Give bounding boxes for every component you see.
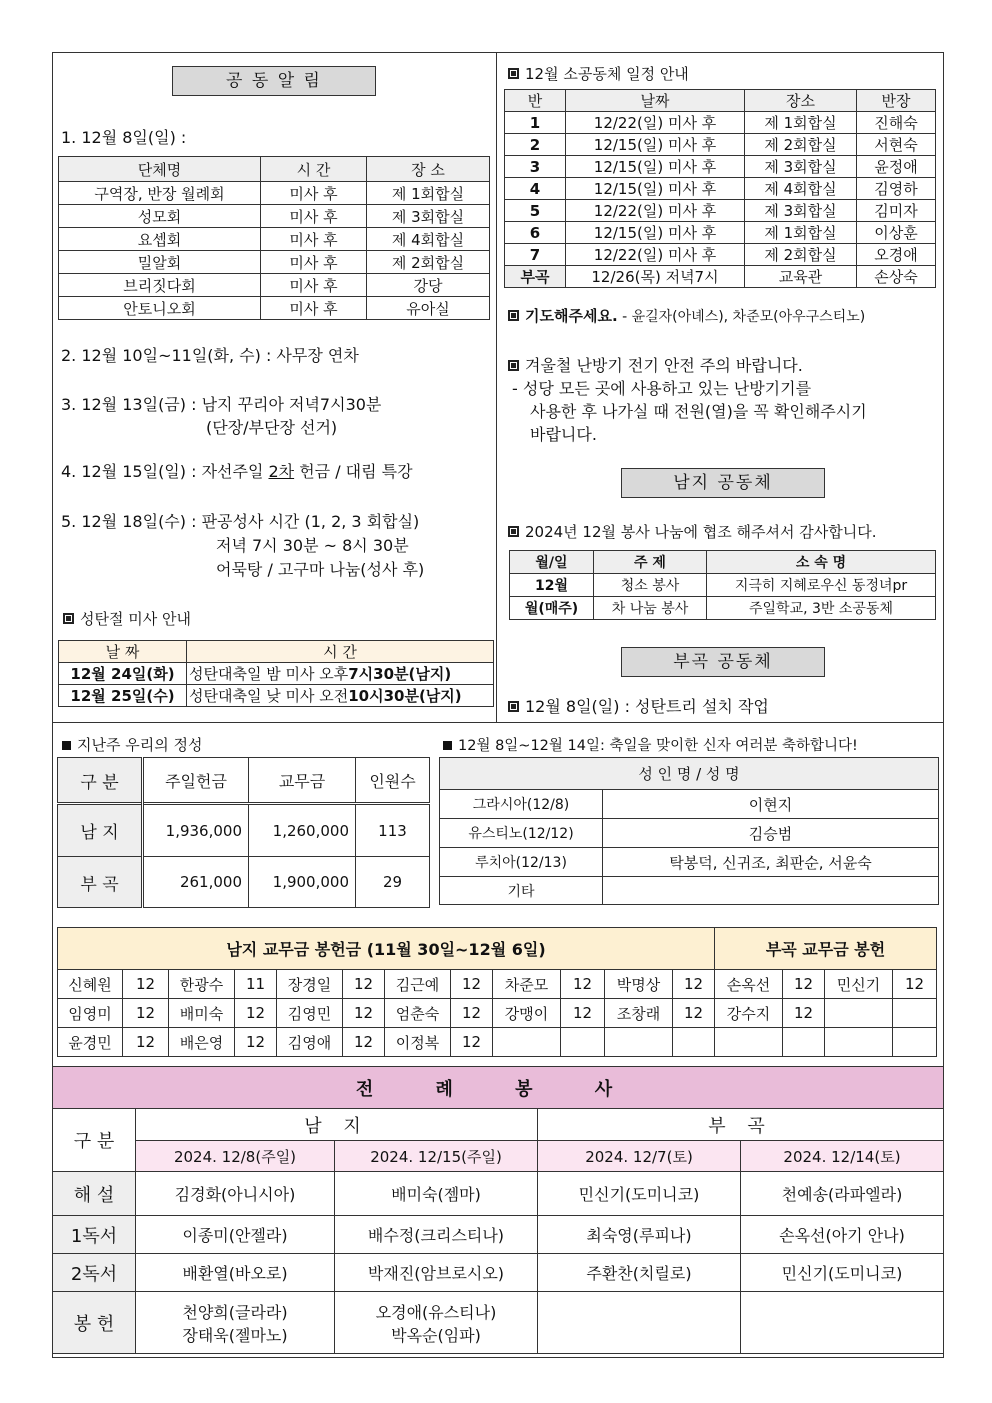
table-cell xyxy=(741,1292,944,1354)
table-cell: 제 2회합실 xyxy=(745,244,857,266)
namji-thanks xyxy=(508,521,876,542)
col-header: 주일헌금 xyxy=(143,758,249,804)
notice-item5-line1: 5. 12월 18일(수) : 판공성사 시간 (1, 2, 3 회합실) xyxy=(61,512,420,531)
table-cell: 12/15(일) 미사 후 xyxy=(566,156,745,178)
table-row xyxy=(59,251,490,274)
table-header-row xyxy=(505,90,936,112)
square-bullet-icon xyxy=(508,68,519,79)
table-cell: 이상훈 xyxy=(857,222,936,244)
table-cell: 12 xyxy=(343,970,385,999)
col-header: 시 간 xyxy=(187,641,494,663)
table-cell: 강당 xyxy=(367,274,490,297)
table-cell: 제 2회합실 xyxy=(367,251,490,274)
table-cell: 주일학교, 3반 소공동체 xyxy=(707,597,936,620)
table-cell: 이정복 xyxy=(385,1028,451,1057)
bugok-community-title: 부곡 공동체 xyxy=(621,647,825,677)
table-header-row xyxy=(440,758,939,790)
table-cell: 12 xyxy=(235,1028,277,1057)
table-cell: 제 2회합실 xyxy=(745,134,857,156)
table-cell: 제 1회합실 xyxy=(745,112,857,134)
table-cell: 7 xyxy=(505,244,566,266)
table-row xyxy=(53,1109,944,1141)
top-divider-vertical xyxy=(496,52,497,722)
table-cell: 배은영 xyxy=(169,1028,235,1057)
table-cell: 강수지 xyxy=(715,999,783,1028)
small-group-title: 12월 소공동체 일정 안내 xyxy=(525,65,689,83)
table-row xyxy=(440,790,939,819)
table-cell: 12 xyxy=(343,1028,385,1057)
square-bullet-icon xyxy=(508,360,519,371)
table-cell: 1 xyxy=(505,112,566,134)
table-cell: 12/15(일) 미사 후 xyxy=(566,222,745,244)
table-cell: 12 xyxy=(451,970,493,999)
col-header: 단체명 xyxy=(59,157,261,182)
notice-item4-underlined: 2차 xyxy=(268,462,295,481)
liturgy-col-label: 구 분 xyxy=(53,1109,136,1172)
table-header-row xyxy=(510,551,936,574)
table-cell: 제 4회합실 xyxy=(367,228,490,251)
table-cell: 1,260,000 xyxy=(249,804,356,857)
member-names: 이현지 xyxy=(603,790,939,819)
table-cell: 요셉회 xyxy=(59,228,261,251)
table-header-row xyxy=(58,758,430,804)
table-cell: 12/26(목) 저녁7시 xyxy=(566,266,745,288)
table-row xyxy=(505,222,936,244)
table-cell: 29 xyxy=(356,857,430,908)
heater-line1: - 성당 모든 곳에 사용하고 있는 난방기기를 xyxy=(512,379,812,398)
notice-item3-line1: 3. 12월 13일(금) : 남지 꾸리아 저녁7시30분 xyxy=(61,395,382,414)
table-cell: 교육관 xyxy=(745,266,857,288)
table-cell: 차 나눔 봉사 xyxy=(594,597,707,620)
table-cell: 12 xyxy=(783,999,825,1028)
table-cell: 미사 후 xyxy=(261,297,367,320)
table-cell: 김영애 xyxy=(277,1028,343,1057)
feast-title: 12월 8일~12월 14일: 축일을 맞이한 신자 여러분 축하합니다! xyxy=(458,738,858,754)
table-row xyxy=(505,156,936,178)
namji-thanks-text: 2024년 12월 봉사 나눔에 협조 해주셔서 감사합니다. xyxy=(525,523,877,541)
table-cell xyxy=(136,1292,335,1354)
bugok-header: 부 곡 xyxy=(538,1109,944,1141)
col-header: 소 속 명 xyxy=(707,551,936,574)
table-cell: 제 3회합실 xyxy=(745,200,857,222)
table-cell: 12 xyxy=(235,999,277,1028)
table-cell: 한광수 xyxy=(169,970,235,999)
table-cell: 6 xyxy=(505,222,566,244)
table-cell: 배미숙(젬마) xyxy=(335,1172,538,1216)
table-cell: 12 xyxy=(783,970,825,999)
table-cell: 1,936,000 xyxy=(143,804,249,857)
notice-item4 xyxy=(61,459,413,482)
table-cell: 261,000 xyxy=(143,857,249,908)
table-header-row xyxy=(53,1067,944,1109)
table-cell: 3 xyxy=(505,156,566,178)
col-header: 주 제 xyxy=(594,551,707,574)
mass-time xyxy=(187,663,494,685)
notice-item1-label: 1. 12월 8일(일) : xyxy=(61,128,187,147)
table-row xyxy=(440,819,939,848)
table-cell xyxy=(561,1028,605,1057)
offering-person: 오경애(유스티나) xyxy=(375,1302,497,1322)
notice-item2: 2. 12월 10일~11일(화, 수) : 사무장 연차 xyxy=(61,346,359,365)
table-row xyxy=(505,200,936,222)
table-cell: 김미자 xyxy=(857,200,936,222)
table-row xyxy=(59,182,490,205)
table-cell: 미사 후 xyxy=(261,274,367,297)
bugok-tithe-title: 부곡 교무금 봉헌 xyxy=(715,928,937,970)
square-bullet-icon xyxy=(508,310,519,321)
table-cell: 12 xyxy=(123,1028,169,1057)
table-cell: 제 1회합실 xyxy=(367,182,490,205)
table-cell: 성모회 xyxy=(59,205,261,228)
table-cell: 12 xyxy=(893,970,937,999)
table-row xyxy=(59,274,490,297)
notice-item4-post: 헌금 / 대림 특강 xyxy=(294,462,413,481)
table-cell: 12 xyxy=(123,970,169,999)
christmas-section-title xyxy=(63,608,191,629)
col-header: 성 인 명 / 성 명 xyxy=(440,758,939,790)
table-cell: 미사 후 xyxy=(261,228,367,251)
table-cell xyxy=(605,1028,673,1057)
table-row xyxy=(510,597,936,620)
square-bullet-icon xyxy=(508,526,519,537)
table-row xyxy=(58,857,430,908)
row-label: 1독서 xyxy=(53,1216,136,1254)
table-row xyxy=(53,1141,944,1172)
table-cell: 12 xyxy=(561,970,605,999)
service-date: 2024. 12/8(주일) xyxy=(136,1141,335,1172)
table-cell: 윤경민 xyxy=(58,1028,123,1057)
col-header: 날짜 xyxy=(566,90,745,112)
saint-name: 루치아(12/13) xyxy=(440,848,603,877)
col-header: 시 간 xyxy=(261,157,367,182)
tithe-table xyxy=(57,927,937,1057)
table-cell: 12 xyxy=(561,999,605,1028)
table-cell: 김근예 xyxy=(385,970,451,999)
mass-time-text: 성탄대축일 낮 미사 오전 xyxy=(189,687,349,705)
table-cell: 4 xyxy=(505,178,566,200)
prayer-label: 기도해주세요. xyxy=(525,307,618,325)
table-cell: 강맹이 xyxy=(493,999,561,1028)
table-header-row xyxy=(59,641,494,663)
table-row xyxy=(58,1028,937,1057)
row-label: 해 설 xyxy=(53,1172,136,1216)
small-group-table xyxy=(504,89,936,288)
member-names: 김승범 xyxy=(603,819,939,848)
mass-date: 12월 25일(수) xyxy=(59,685,187,707)
table-cell xyxy=(825,1028,893,1057)
offering-title: 지난주 우리의 정성 xyxy=(77,736,203,754)
table-cell: 조창래 xyxy=(605,999,673,1028)
namji-community-title: 남지 공동체 xyxy=(621,468,825,498)
service-date: 2024. 12/14(토) xyxy=(741,1141,944,1172)
heater-notice-title xyxy=(508,353,803,376)
table-cell: 배수정(크리스티나) xyxy=(335,1216,538,1254)
table-cell: 11 xyxy=(235,970,277,999)
table-row xyxy=(505,134,936,156)
mass-time-bold: 10시30분(남지) xyxy=(348,687,462,705)
table-cell: 천예송(라파엘라) xyxy=(741,1172,944,1216)
square-bullet-icon xyxy=(508,701,519,712)
table-cell: 김영민 xyxy=(277,999,343,1028)
table-row xyxy=(505,244,936,266)
table-cell: 1,900,000 xyxy=(249,857,356,908)
table-cell: 민신기(도미니코) xyxy=(741,1254,944,1292)
col-header: 장 소 xyxy=(367,157,490,182)
table-row xyxy=(58,804,430,857)
table-row xyxy=(59,228,490,251)
square-bullet-icon xyxy=(62,741,71,750)
table-row xyxy=(505,112,936,134)
table-row xyxy=(59,297,490,320)
table-cell: 브리짓다회 xyxy=(59,274,261,297)
table-cell xyxy=(783,1028,825,1057)
col-header: 날 짜 xyxy=(59,641,187,663)
table-cell: 민신기(도미니코) xyxy=(538,1172,741,1216)
table-cell: 민신기 xyxy=(825,970,893,999)
row-label: 봉 헌 xyxy=(53,1292,136,1354)
notice-item3-line2: (단장/부단장 선거) xyxy=(206,418,338,437)
col-header: 반장 xyxy=(857,90,936,112)
table-cell: 장경일 xyxy=(277,970,343,999)
table-cell: 12월 xyxy=(510,574,594,597)
table-cell: 12 xyxy=(673,999,715,1028)
table-cell: 손옥선(아기 안나) xyxy=(741,1216,944,1254)
member-names: 탁봉덕, 신귀조, 최판순, 서윤숙 xyxy=(603,848,939,877)
bugok-item-text: 12월 8일(일) : 성탄트리 설치 작업 xyxy=(525,697,769,716)
christmas-title: 성탄절 미사 안내 xyxy=(80,610,191,628)
col-header: 반 xyxy=(505,90,566,112)
service-date: 2024. 12/15(주일) xyxy=(335,1141,538,1172)
notice-item5-line2: 저녁 7시 30분 ~ 8시 30분 xyxy=(216,536,409,555)
table-row xyxy=(59,663,494,685)
col-header: 인원수 xyxy=(356,758,430,804)
saint-name: 유스티노(12/12) xyxy=(440,819,603,848)
table-row xyxy=(505,266,936,288)
mass-time-bold: 7시30분(남지) xyxy=(348,665,452,683)
table-cell: 113 xyxy=(356,804,430,857)
mass-date: 12월 24일(화) xyxy=(59,663,187,685)
table-cell: 12 xyxy=(343,999,385,1028)
liturgy-table xyxy=(52,1066,944,1354)
table-cell: 손상숙 xyxy=(857,266,936,288)
feast-day-table xyxy=(439,757,939,905)
table-cell xyxy=(493,1028,561,1057)
table-cell: 밀알회 xyxy=(59,251,261,274)
notice-title: 공 동 알 림 xyxy=(172,66,376,96)
offering-table xyxy=(57,757,430,908)
table-cell: 월(매주) xyxy=(510,597,594,620)
row-label: 2독서 xyxy=(53,1254,136,1292)
namji-header: 남 지 xyxy=(136,1109,538,1141)
table-cell: 12/15(일) 미사 후 xyxy=(566,178,745,200)
table-cell: 2 xyxy=(505,134,566,156)
heater-line2: 사용한 후 나가실 때 전원(열)을 꼭 확인해주시기 xyxy=(530,402,867,421)
offering-person: 박옥순(임파) xyxy=(391,1325,481,1345)
table-row xyxy=(510,574,936,597)
table-cell xyxy=(715,1028,783,1057)
table-cell: 제 3회합실 xyxy=(745,156,857,178)
table-cell: 12 xyxy=(673,970,715,999)
table-cell: 청소 봉사 xyxy=(594,574,707,597)
table-row xyxy=(58,970,937,999)
table-row xyxy=(53,1172,944,1216)
small-group-section-title xyxy=(508,63,689,84)
table-cell: 지극히 지혜로우신 동정녀pr xyxy=(707,574,936,597)
table-cell: 윤정애 xyxy=(857,156,936,178)
table-cell: 12 xyxy=(451,999,493,1028)
table-cell: 제 1회합실 xyxy=(745,222,857,244)
table-cell: 부곡 xyxy=(505,266,566,288)
table-cell: 유아실 xyxy=(367,297,490,320)
table-cell: 서현숙 xyxy=(857,134,936,156)
table-cell: 12 xyxy=(451,1028,493,1057)
member-names xyxy=(603,877,939,905)
col-header: 장소 xyxy=(745,90,857,112)
table-cell: 제 4회합실 xyxy=(745,178,857,200)
table-cell: 12/15(일) 미사 후 xyxy=(566,134,745,156)
table-cell: 김경화(아니시아) xyxy=(136,1172,335,1216)
liturgy-title: 전 례 봉 사 xyxy=(53,1067,944,1109)
col-header: 교무금 xyxy=(249,758,356,804)
table-cell: 주환찬(치릴로) xyxy=(538,1254,741,1292)
table-cell: 12/22(일) 미사 후 xyxy=(566,244,745,266)
square-bullet-icon xyxy=(443,741,452,750)
table-cell xyxy=(538,1292,741,1354)
table-cell xyxy=(673,1028,715,1057)
offering-section-title xyxy=(62,734,202,755)
col-header: 구 분 xyxy=(58,758,143,804)
table-cell: 박명상 xyxy=(605,970,673,999)
service-date: 2024. 12/7(토) xyxy=(538,1141,741,1172)
table-cell xyxy=(825,999,893,1028)
group-meeting-table xyxy=(58,156,490,320)
christmas-mass-table xyxy=(58,640,494,707)
table-cell xyxy=(893,999,937,1028)
table-cell: 손옥선 xyxy=(715,970,783,999)
table-cell: 오경애 xyxy=(857,244,936,266)
table-row xyxy=(53,1254,944,1292)
table-row xyxy=(440,877,939,905)
notice-item4-pre: 4. 12월 15일(일) : 자선주일 xyxy=(61,462,269,481)
table-cell: 진해숙 xyxy=(857,112,936,134)
offering-person: 장태욱(젤마노) xyxy=(182,1325,288,1345)
table-cell: 구역장, 반장 월례회 xyxy=(59,182,261,205)
prayer-names: - 윤길자(아녜스), 차준모(아우구스티노) xyxy=(617,309,866,325)
heater-line3: 바랍니다. xyxy=(530,425,597,444)
row-label: 남 지 xyxy=(58,804,143,857)
table-cell xyxy=(893,1028,937,1057)
table-cell: 12/22(일) 미사 후 xyxy=(566,200,745,222)
prayer-request xyxy=(508,305,865,326)
feast-section-title xyxy=(443,734,858,755)
table-cell: 배환열(바오로) xyxy=(136,1254,335,1292)
heater-title: 겨울철 난방기 전기 안전 주의 바랍니다. xyxy=(525,356,803,375)
table-cell: 미사 후 xyxy=(261,205,367,228)
table-row xyxy=(58,999,937,1028)
table-row xyxy=(59,205,490,228)
row-label: 부 곡 xyxy=(58,857,143,908)
square-bullet-icon xyxy=(63,613,74,624)
table-cell: 제 3회합실 xyxy=(367,205,490,228)
table-row xyxy=(505,178,936,200)
table-cell: 엄춘숙 xyxy=(385,999,451,1028)
table-cell xyxy=(335,1292,538,1354)
table-cell: 미사 후 xyxy=(261,251,367,274)
namji-service-table xyxy=(509,550,936,620)
table-cell: 12 xyxy=(123,999,169,1028)
table-row xyxy=(440,848,939,877)
table-cell: 최숙영(루피나) xyxy=(538,1216,741,1254)
mass-time xyxy=(187,685,494,707)
table-cell: 박재진(암브로시오) xyxy=(335,1254,538,1292)
table-cell: 차준모 xyxy=(493,970,561,999)
table-header-row xyxy=(58,928,937,970)
table-cell: 12/22(일) 미사 후 xyxy=(566,112,745,134)
table-cell: 미사 후 xyxy=(261,182,367,205)
table-cell: 신혜원 xyxy=(58,970,123,999)
table-cell: 임영미 xyxy=(58,999,123,1028)
table-row xyxy=(53,1292,944,1354)
top-divider-horizontal xyxy=(52,722,944,723)
col-header: 월/일 xyxy=(510,551,594,574)
bugok-item xyxy=(508,694,769,717)
table-row xyxy=(53,1216,944,1254)
saint-name: 기타 xyxy=(440,877,603,905)
table-cell: 배미숙 xyxy=(169,999,235,1028)
saint-name: 그라시아(12/8) xyxy=(440,790,603,819)
mass-time-text: 성탄대축일 밤 미사 오후 xyxy=(189,665,349,683)
table-cell: 이종미(안젤라) xyxy=(136,1216,335,1254)
table-cell: 김영하 xyxy=(857,178,936,200)
offering-person: 천양희(글라라) xyxy=(182,1302,288,1322)
notice-item5-line3: 어묵탕 / 고구마 나눔(성사 후) xyxy=(216,560,425,579)
table-cell: 안토니오회 xyxy=(59,297,261,320)
table-cell: 5 xyxy=(505,200,566,222)
namji-tithe-title: 남지 교무금 봉헌금 (11월 30일~12월 6일) xyxy=(58,928,715,970)
table-header-row xyxy=(59,157,490,182)
table-row xyxy=(59,685,494,707)
